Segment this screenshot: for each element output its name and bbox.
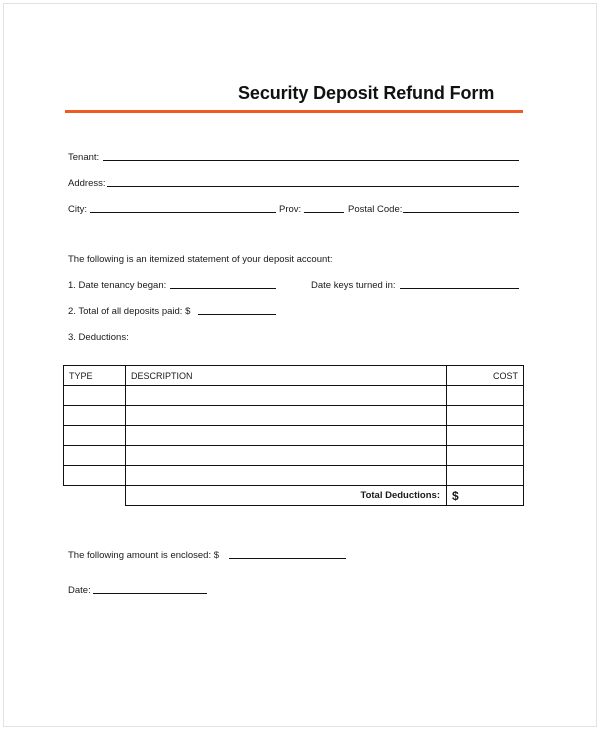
tenancy-began-field[interactable]: [170, 288, 276, 289]
deductions-table: [63, 365, 524, 506]
type-cell[interactable]: [64, 386, 126, 406]
deductions-label: 3. Deductions:: [68, 332, 129, 343]
empty-cell: [64, 486, 126, 506]
table-row: [64, 426, 524, 446]
table-row: [64, 466, 524, 486]
type-cell[interactable]: [64, 466, 126, 486]
date-label: Date:: [68, 585, 91, 596]
cost-cell[interactable]: [447, 386, 524, 406]
cost-cell[interactable]: [447, 446, 524, 466]
address-label: Address:: [68, 178, 106, 189]
tenant-label: Tenant:: [68, 152, 100, 163]
table-header-row: [64, 366, 524, 386]
deposits-paid-label: 2. Total of all deposits paid: $: [68, 306, 191, 317]
date-field[interactable]: [93, 593, 207, 594]
header-cost: COST: [447, 366, 524, 386]
prov-label: Prov:: [279, 204, 302, 215]
cost-cell[interactable]: [447, 406, 524, 426]
table-row: [64, 406, 524, 426]
form-title: Security Deposit Refund Form: [238, 83, 495, 103]
cost-cell[interactable]: [447, 426, 524, 446]
postal-code-field[interactable]: [403, 212, 519, 213]
title-accent-rule: [65, 110, 523, 113]
description-cell[interactable]: [126, 466, 447, 486]
description-cell[interactable]: [126, 406, 447, 426]
type-cell[interactable]: [64, 426, 126, 446]
header-type: TYPE: [64, 366, 126, 386]
description-cell[interactable]: [126, 386, 447, 406]
table-row: [64, 386, 524, 406]
cost-cell[interactable]: [447, 466, 524, 486]
description-cell[interactable]: [126, 426, 447, 446]
total-deductions-label: Total Deductions:: [126, 486, 447, 506]
amount-enclosed-field[interactable]: [229, 558, 346, 559]
city-field[interactable]: [90, 212, 276, 213]
keys-turned-in-label: Date keys turned in:: [311, 280, 396, 291]
keys-turned-in-field[interactable]: [400, 288, 519, 289]
total-deductions-row: [64, 486, 524, 506]
type-cell[interactable]: [64, 406, 126, 426]
total-deductions-value[interactable]: $: [447, 486, 524, 506]
statement-intro: The following is an itemized statement of your deposit account:: [68, 254, 333, 265]
tenant-field[interactable]: [103, 160, 519, 161]
tenancy-began-label: 1. Date tenancy began:: [68, 280, 167, 291]
address-field[interactable]: [107, 186, 519, 187]
header-description: DESCRIPTION: [126, 366, 447, 386]
postal-code-label: Postal Code:: [348, 204, 403, 215]
table-row: [64, 446, 524, 466]
description-cell[interactable]: [126, 446, 447, 466]
type-cell[interactable]: [64, 446, 126, 466]
amount-enclosed-label: The following amount is enclosed: $: [68, 550, 220, 561]
prov-field[interactable]: [304, 212, 344, 213]
city-label: City:: [68, 204, 87, 215]
deposits-paid-field[interactable]: [198, 314, 276, 315]
